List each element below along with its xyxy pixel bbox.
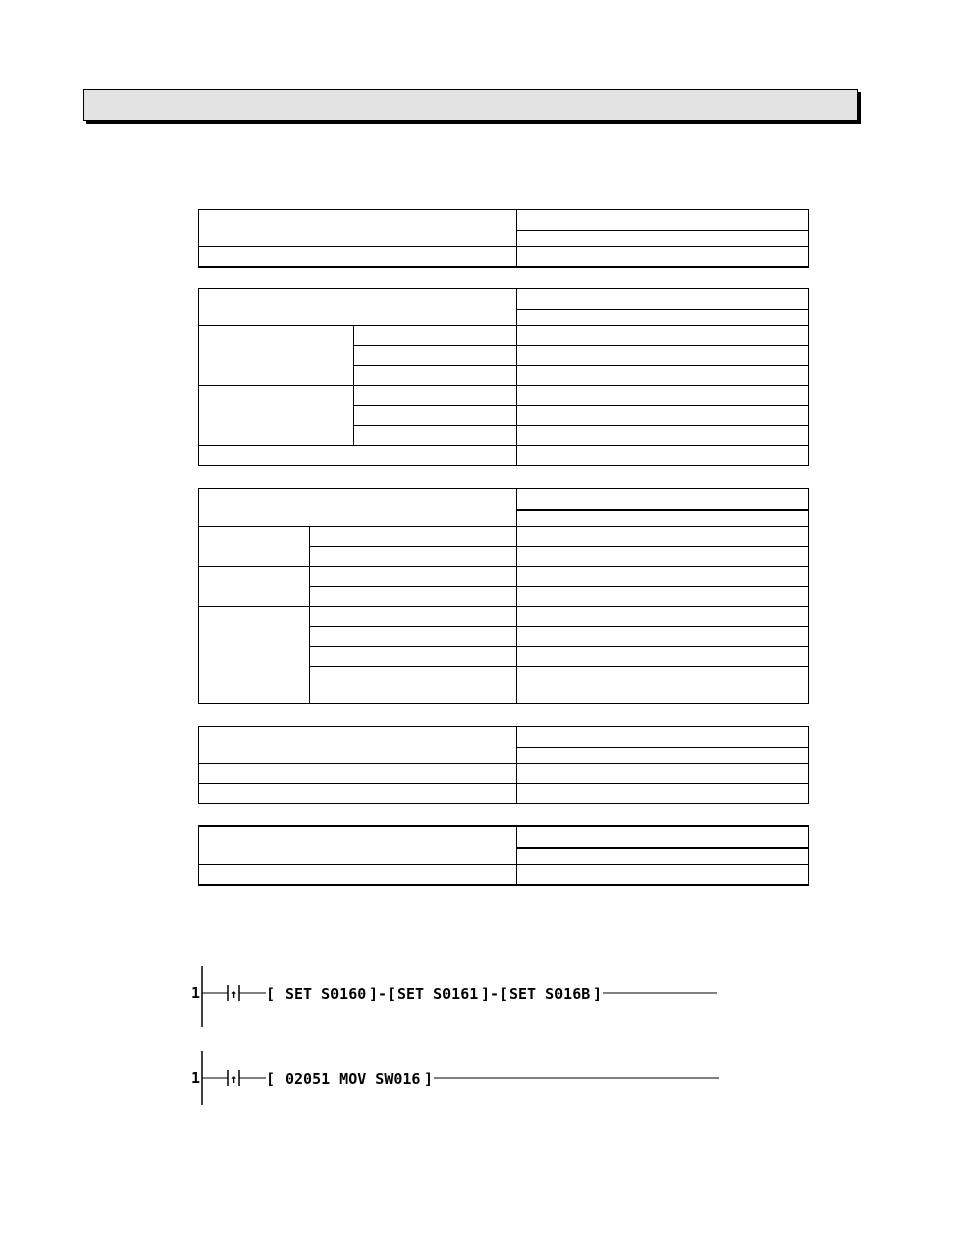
rung-2-bracket-open: [	[266, 1070, 276, 1088]
ladder-rung-1	[191, 966, 717, 1027]
rung-1-bracket-open: [	[266, 985, 276, 1003]
rung-2-bracket-close: ]	[424, 1070, 434, 1088]
rung-1-bracket-close: ]	[593, 985, 603, 1003]
rung-1-instruction-3: SET S016B	[509, 985, 591, 1003]
rung-2-number: 1	[191, 1069, 201, 1087]
rising-edge-contact-icon: ↑	[230, 1072, 238, 1086]
rung-1-instruction-1: SET S0160	[285, 985, 367, 1003]
rung-1-instruction-2: SET S0161	[397, 985, 479, 1003]
rung-1-number: 1	[191, 984, 201, 1002]
rising-edge-contact-icon: ↑	[230, 987, 238, 1001]
ladder-rung-2	[191, 1051, 719, 1105]
rung-1-bracket-join: ]-[	[369, 985, 397, 1003]
rung-2-instruction-1: 02051 MOV SW016	[285, 1070, 421, 1088]
rung-1-bracket-join: ]-[	[481, 985, 509, 1003]
